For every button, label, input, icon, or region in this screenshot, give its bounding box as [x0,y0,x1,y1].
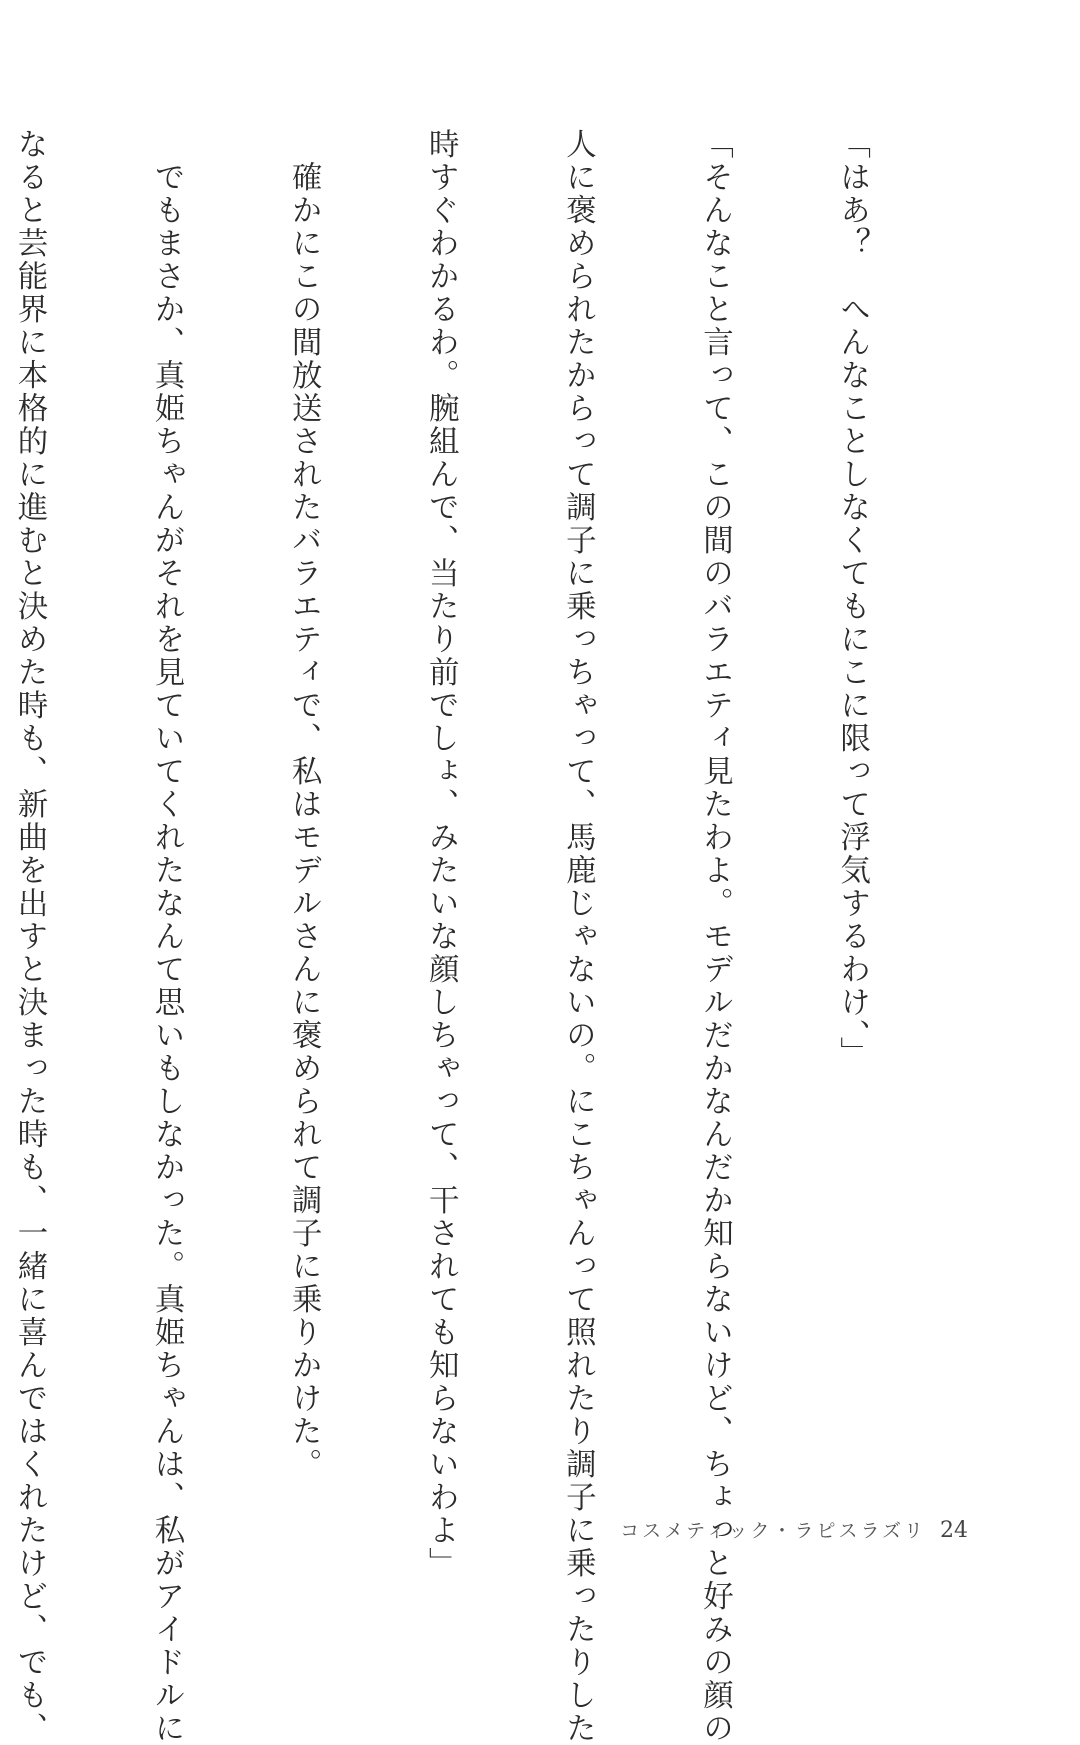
page-number: 24 [940,1518,968,1543]
text-line: 人に褒められたからって調子に乗っちゃって、馬鹿じゃないの。にこちゃんって照れたり調子に乗ったりした [560,128,596,1745]
text-line: なると芸能界に本格的に進むと決めた時も、新曲を出すと決まった時も、一緒に喜んではくれたけど、でも、 [11,128,47,1745]
page-footer [620,1516,968,1543]
text-line: 時すぐわかるわ。腕組んで、当たり前でしょ、みたいな顔しちゃって、干されても知らないわよ」 [423,128,459,1580]
text-line: 「はあ？ へんなことしなくてもにこに限って浮気するわけ、」 [834,128,870,1070]
text-line: 確かにこの間放送されたバラエティで、私はモデルさんに褒められて調子に乗りかけた。 [286,128,322,1481]
text-line: 「そんなこと言って、この間のバラエティ見たわよ。モデルだかなんだか知らないけど、ちょっと好みの顔の [697,128,733,1745]
running-title: コスメティック・ラピスラズリ [620,1520,926,1542]
text-line: でもまさか、真姫ちゃんがそれを見ていてくれたなんて思いもしなかった。真姫ちゃんは、私がアイドルに [149,128,185,1745]
